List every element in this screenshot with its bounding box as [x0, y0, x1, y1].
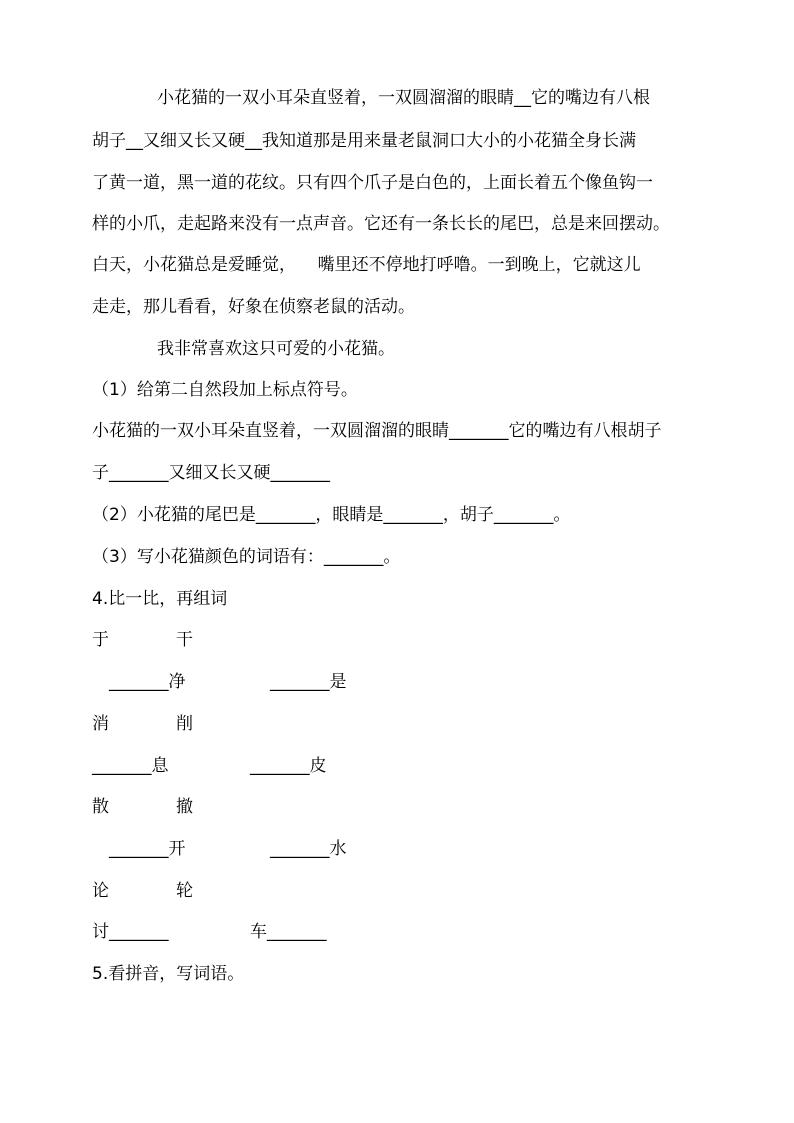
q4-char-b-3: 撤 [176, 797, 193, 817]
passage-line-7: 我非常喜欢这只可爱的小花猫。 [157, 339, 395, 359]
q4-blank-b-2: _______皮 [250, 756, 327, 776]
q5-title: 5.看拼音，写词语。 [92, 964, 245, 984]
q3-sub2: （2）小花猫的尾巴是_______，眼睛是_______，胡子_______。 [92, 505, 571, 525]
q4-char-a-1: 于 [92, 630, 109, 650]
passage-line-2: 胡子__又细又长又硬__我知道那是用来量老鼠洞口大小的小花猫全身长满 [92, 131, 636, 151]
passage-line-5: 白天，小花猫总是爱睡觉， 嘴里还不停地打呼噜。一到晚上，它就这儿 [92, 255, 641, 275]
q3-sub1-line1: 小花猫的一双小耳朵直竖着，一双圆溜溜的眼睛_______它的嘴边有八根胡子 [92, 421, 662, 441]
q4-blank-a-1: _______净 [109, 672, 186, 692]
q4-blank-b-4: 车_______ [250, 922, 327, 942]
q4-char-b-4: 轮 [176, 881, 193, 901]
passage-line-3: 了黄一道，黑一道的花纹。只有四个爪子是白色的，上面长着五个像鱼钩一 [92, 173, 653, 193]
q4-blank-a-3: _______开 [109, 839, 186, 859]
passage-line-4: 样的小爪，走起路来没有一点声音。它还有一条长长的尾巴，总是来回摆动。 [92, 214, 670, 234]
q4-char-b-1: 干 [176, 630, 193, 650]
q4-char-a-3: 散 [92, 797, 109, 817]
q3-sub3: （3）写小花猫颜色的词语有：_______。 [92, 547, 401, 567]
q4-blank-a-2: _______息 [92, 756, 169, 776]
q3-sub1-title: （1）给第二自然段加上标点符号。 [92, 380, 358, 400]
q4-blank-b-1: _______是 [270, 672, 347, 692]
q4-char-b-2: 削 [176, 714, 193, 734]
passage-line-1: 小花猫的一双小耳朵直竖着，一双圆溜溜的眼睛__它的嘴边有八根 [157, 88, 650, 108]
q4-blank-b-3: _______水 [270, 839, 347, 859]
q4-blank-a-4: 讨_______ [92, 922, 169, 942]
q4-char-a-2: 消 [92, 714, 109, 734]
q3-sub1-line2: 子_______又细又长又硬_______ [92, 463, 330, 483]
passage-line-6: 走走，那儿看看，好象在侦察老鼠的活动。 [92, 297, 415, 317]
q4-title: 4.比一比，再组词 [92, 589, 228, 609]
q4-char-a-4: 论 [92, 881, 109, 901]
